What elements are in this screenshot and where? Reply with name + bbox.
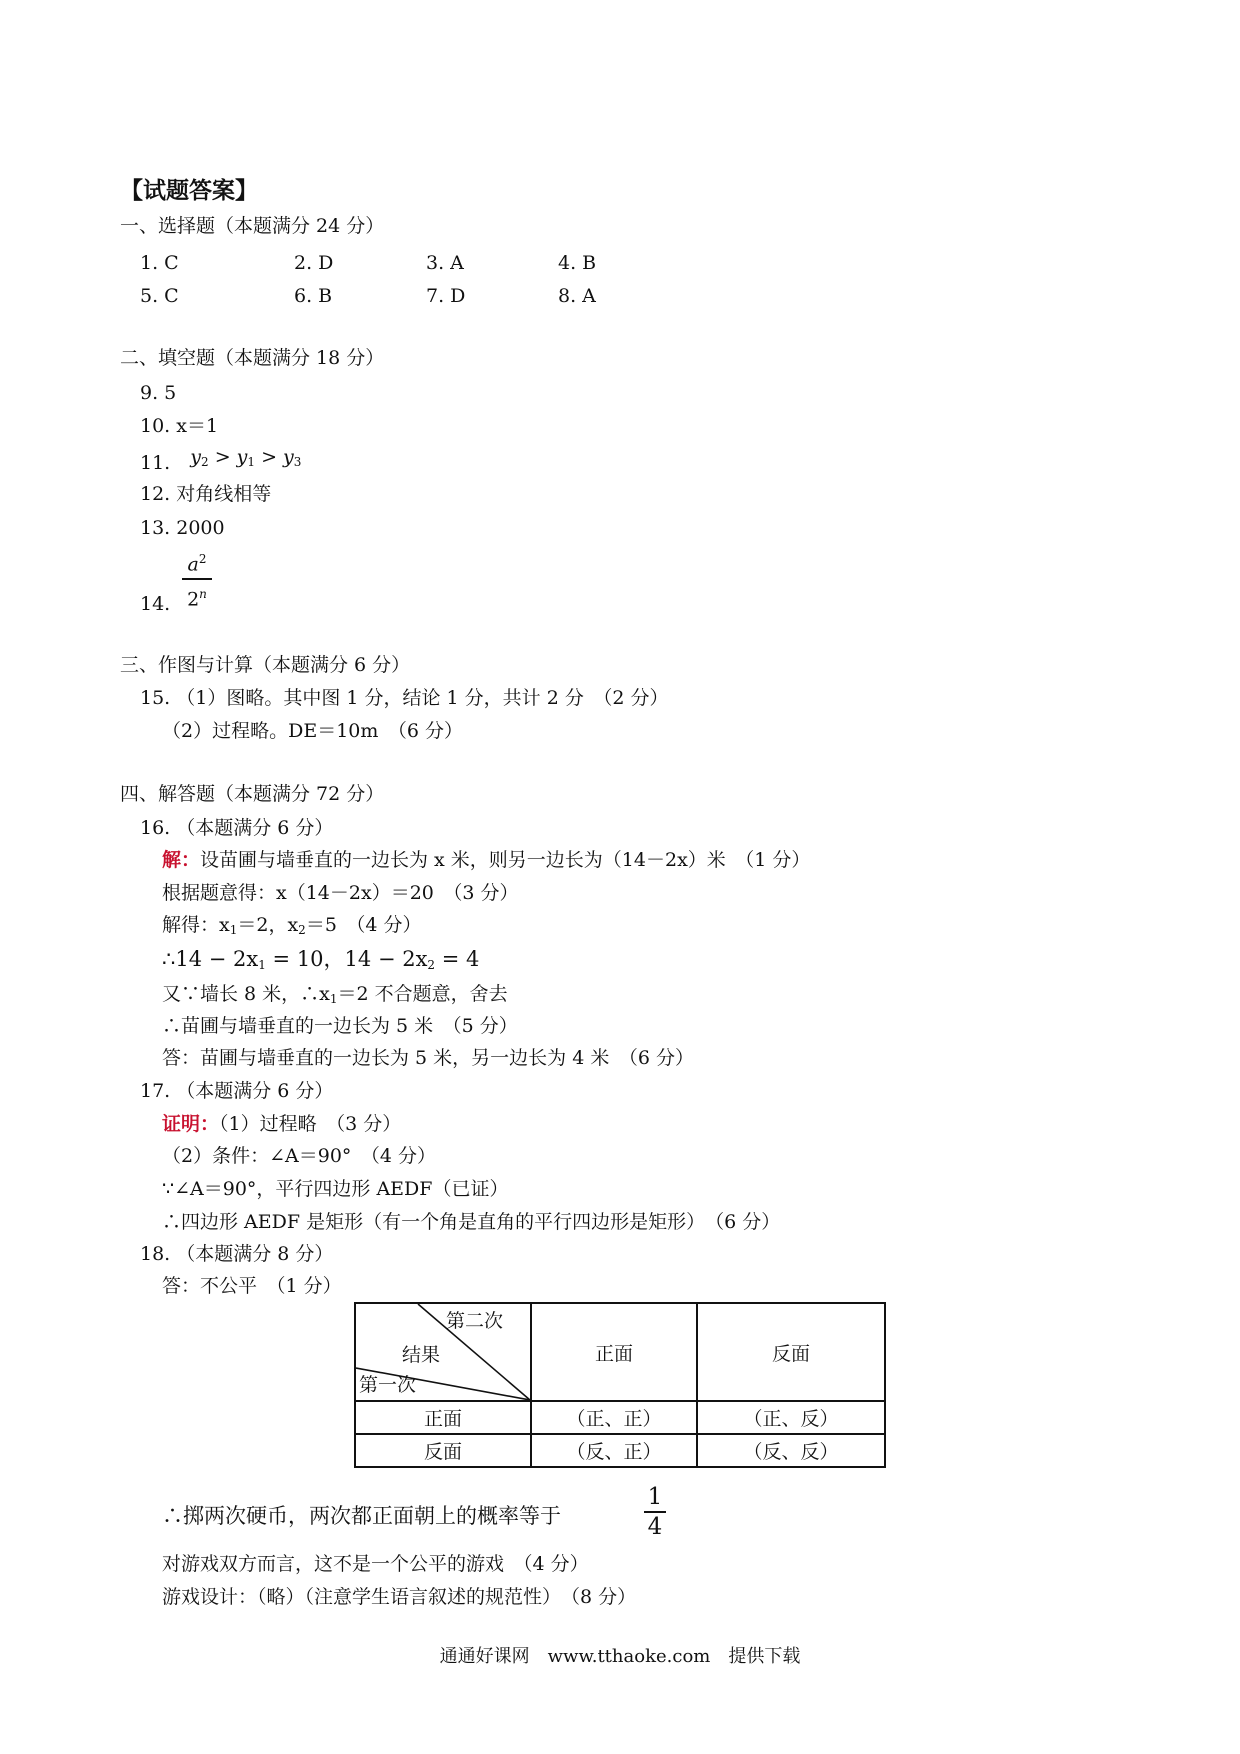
q17-line4: ∴四边形 AEDF 是矩形（有一个角是直角的平行四边形是矩形） （6 分）: [162, 1211, 781, 1233]
q17-line3: ∵∠A＝90°，平行四边形 AEDF（已证）: [162, 1178, 509, 1200]
table-cell: （反、正）: [531, 1434, 697, 1467]
answer-15-part1: 15. （1）图略。其中图 1 分，结论 1 分，共计 2 分 （2 分）: [140, 687, 669, 709]
answer-14-fraction: $a^2$ 2$^n$: [182, 545, 212, 614]
answer-2: 2. D: [294, 252, 334, 274]
answer-3: 3. A: [426, 252, 464, 274]
q16-heading: 16. （本题满分 6 分）: [140, 817, 334, 839]
corner-label-result: 结果: [402, 1344, 441, 1366]
answer-12: 12. 对角线相等: [140, 483, 272, 505]
answer-14-number: 14.: [140, 593, 171, 615]
q17-line2: （2）条件：∠A＝90° （4 分）: [162, 1145, 437, 1167]
column-header: 正面: [531, 1303, 697, 1401]
answer-10: 10. x＝1: [140, 415, 219, 437]
q18-fairness: 对游戏双方而言，这不是一个公平的游戏 （4 分）: [162, 1553, 589, 1575]
answer-11-number: 11.: [140, 452, 171, 474]
answer-11: [140, 446, 302, 481]
section4-heading: 四、解答题（本题满分 72 分）: [120, 783, 385, 805]
answer-7: 7. D: [426, 285, 466, 307]
q17-heading: 17. （本题满分 6 分）: [140, 1080, 334, 1102]
q18-probability-fraction: 1 4: [644, 1483, 666, 1541]
page-title: 【试题答案】: [120, 178, 258, 204]
answer-5: 5. C: [140, 285, 179, 307]
answer-1: 1. C: [140, 252, 179, 274]
answer-15-part2: （2）过程略。DE＝10m （6 分）: [162, 720, 464, 742]
q16-line5: 又∵墙长 8 米，$\therefore x_1=2$ 不合题意，舍去: [162, 983, 508, 1006]
corner-label-first: 第一次: [359, 1374, 417, 1396]
column-header: 反面: [697, 1303, 885, 1401]
q16-line3: 解得：$x_1=2$，$x_2=5$ （4 分）: [162, 914, 422, 937]
table-corner-cell: [355, 1303, 531, 1401]
section3-heading: 三、作图与计算（本题满分 6 分）: [120, 654, 411, 676]
q16-line1: 解：设苗圃与墙垂直的一边长为 x 米，则另一边长为（14－2x）米 （1 分）: [162, 849, 811, 871]
footer-credit: 通通好课网 www.tthaoke.com 提供下载: [439, 1646, 801, 1667]
q16-line4: ∴14 − $2x_1 = 10$，$14 - 2x_2 = 4$: [162, 947, 480, 972]
q17-proof-label: 证明：: [162, 1113, 220, 1135]
table-cell: （正、正）: [531, 1401, 697, 1434]
answer-9: 9. 5: [140, 382, 177, 404]
q18-probability-text: ∴掷两次硬币，两次都正面朝上的概率等于: [162, 1504, 561, 1528]
q18-heading: 18. （本题满分 8 分）: [140, 1243, 334, 1265]
answer-4: 4. B: [558, 252, 597, 274]
table-cell: （反、反）: [697, 1434, 885, 1467]
answer-6: 6. B: [294, 285, 333, 307]
section2-heading: 二、填空题（本题满分 18 分）: [120, 347, 385, 369]
q18-game-design: 游戏设计：（略）（注意学生语言叙述的规范性） （8 分）: [162, 1586, 637, 1608]
answer-13: 13. 2000: [140, 517, 225, 539]
q18-answer: 答：不公平 （1 分）: [162, 1275, 342, 1297]
row-label: 正面: [355, 1401, 531, 1434]
table-row: [355, 1434, 885, 1467]
q17-line1: 证明：（1）过程略 （3 分）: [162, 1113, 402, 1135]
row-label: 反面: [355, 1434, 531, 1467]
answer-8: 8. A: [558, 285, 596, 307]
corner-label-second: 第二次: [446, 1310, 504, 1332]
result-table: [354, 1302, 886, 1468]
q16-solution-label: 解：: [162, 849, 201, 871]
section1-heading: 一、选择题（本题满分 24 分）: [120, 215, 385, 237]
table-cell: （正、反）: [697, 1401, 885, 1434]
q16-line7: 答：苗圃与墙垂直的一边长为 5 米，另一边长为 4 米 （6 分）: [162, 1047, 694, 1069]
answer-11-formula: $y_2 > y_1 > y_3$: [190, 446, 302, 469]
table-row: [355, 1401, 885, 1434]
q16-line6: ∴苗圃与墙垂直的一边长为 5 米 （5 分）: [162, 1015, 518, 1037]
q16-line2: 根据题意得：x（14－2x）＝20 （3 分）: [162, 882, 519, 904]
